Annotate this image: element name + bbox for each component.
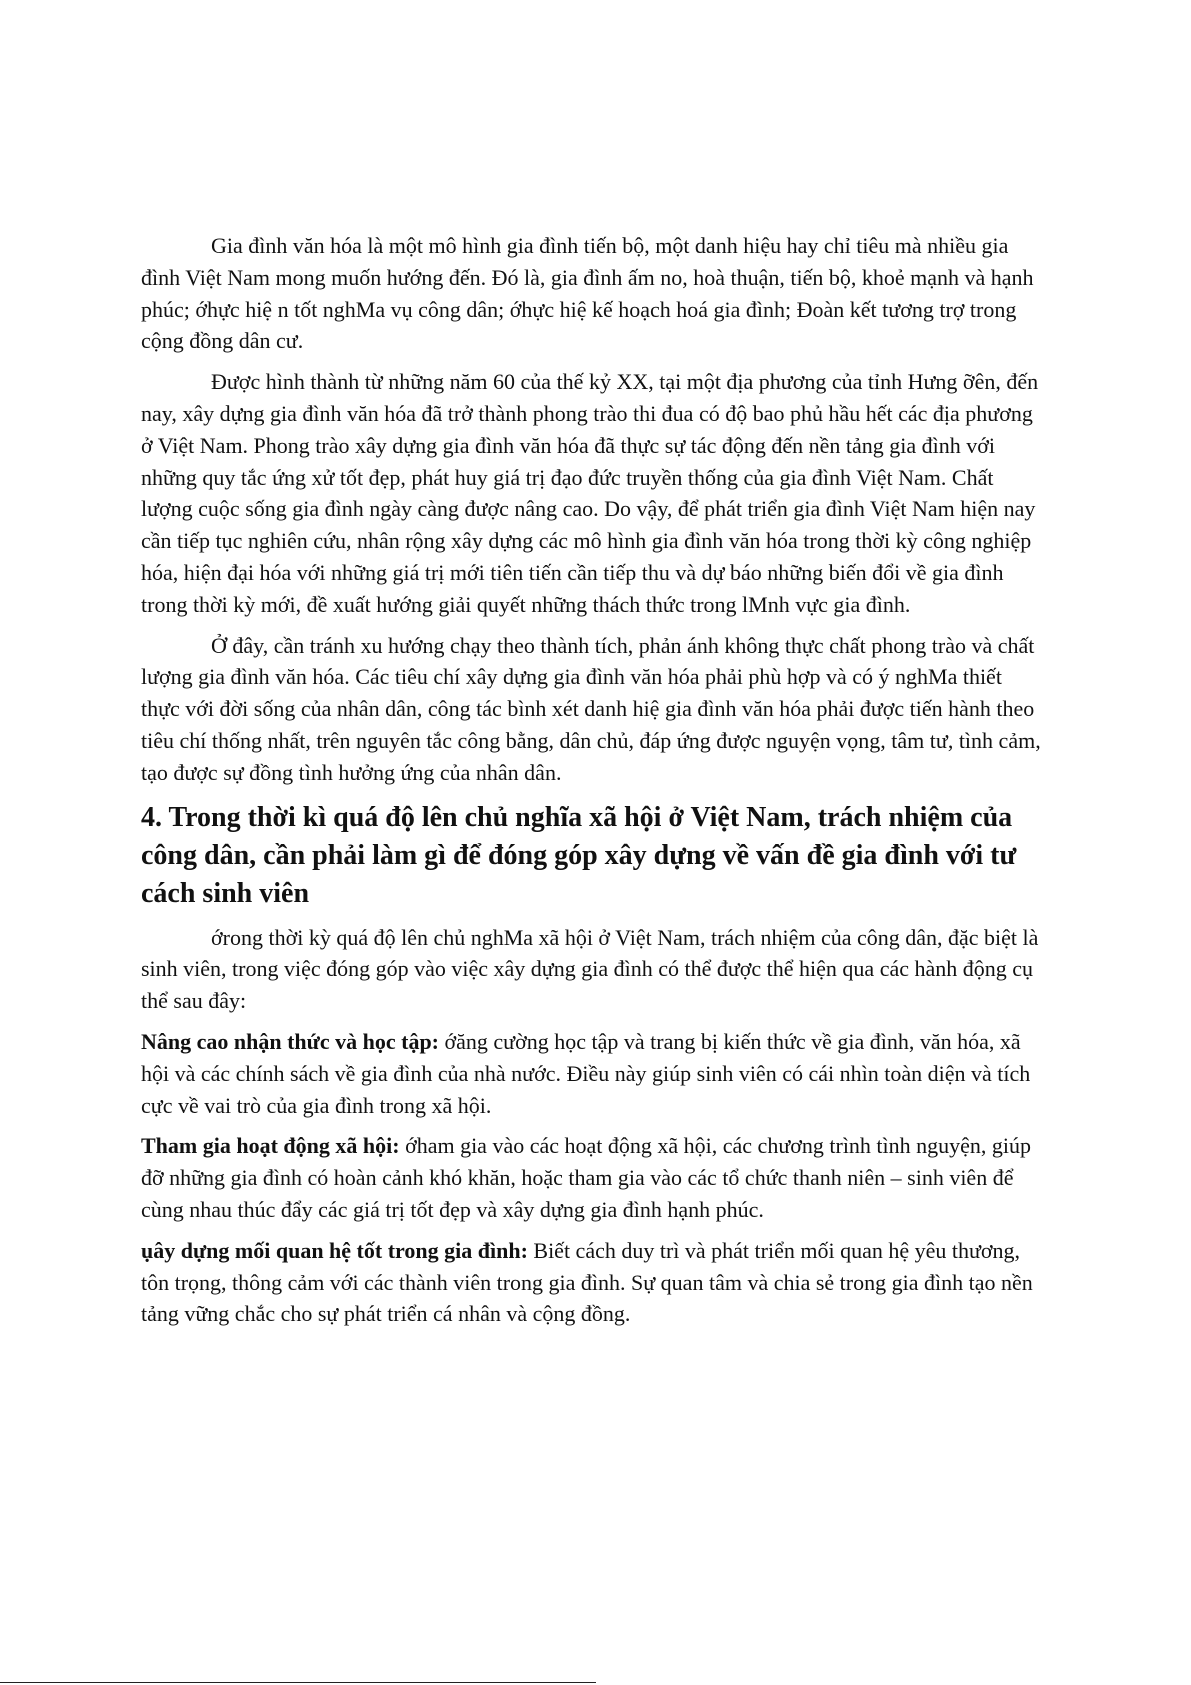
list-item-lead: Nâng cao nhận thức và học tập:	[141, 1028, 440, 1054]
section-heading-4: 4. Trong thời kì quá độ lên chủ nghĩa xã hội ở Việt Nam, trách nhiệm của công dân, cần phải làm gì để đóng góp xây dựng về vấn đề gia đình với tư cách sinh viên	[141, 801, 1017, 909]
footnote-divider	[0, 1682, 596, 1683]
list-item-lead: Tham gia hoạt động xã hội:	[141, 1133, 400, 1159]
list-item-text: Biết cách duy trì và phát triển mối quan hệ yêu thương, tôn trọng, thông cảm với các thành viên trong gia đình. Sự quan tâm và chia sẻ trong gia đình tạo nền tảng vững chắc cho sự phát triển cá nhân và cộng đồng.	[141, 1237, 1033, 1327]
paragraph-family-culture-history: Được hình thành từ những năm 60 của thế kỷ XX, tại một địa phương của tỉnh Hưng ỡên, đến nay, xây dựng gia đình văn hóa đã trở thành phong trào thi đua có độ bao phủ hầu hết các địa phương ở Việt Nam. Phong trào xây dựng gia đình văn hóa đã thực sự tác động đến nền tảng gia đình với những quy tắc ứng xử tốt đẹp, phát huy giá trị đạo đức truyền thống của gia đình Việt Nam. Chất lượng cuộc sống gia đình ngày càng được nâng cao. Do vậy, để phát triển gia đình Việt Nam hiện nay cần tiếp tục nghiên cứu, nhân rộng xây dựng các mô hình gia đình văn hóa trong thời kỳ công nghiệp hóa, hiện đại hóa với những giá trị mới tiên tiến cần tiếp thu và dự báo những biến đổi về gia đình trong thời kỳ mới, đề xuất hướng giải quyết những thách thức trong lMnh vực gia đình.	[141, 369, 1039, 617]
paragraph-family-culture-definition: Gia đình văn hóa là một mô hình gia đình tiến bộ, một danh hiệu hay chỉ tiêu mà nhiều gia đình Việt Nam mong muốn hướng đến. Đó là, gia đình ấm no, hoà thuận, tiến bộ, khoẻ mạnh và hạnh phúc; ớhực hiệ n tốt nghMa vụ công dân; ớhực hiệ kế hoạch hoá gia đình; Đoàn kết tương trợ trong cộng đồng dân cư.	[141, 233, 1034, 354]
list-item-social-activities	[141, 1130, 1046, 1225]
list-item-lead: ụây dựng mối quan hệ tốt trong gia đình:	[141, 1237, 528, 1263]
document-page	[141, 230, 1046, 1330]
list-item-awareness	[141, 1026, 1046, 1121]
list-item-text: ớham gia vào các hoạt động xã hội, các chương trình tình nguyện, giúp đỡ những gia đình có hoàn cảnh khó khăn, hoặc tham gia vào các tổ chức thanh niên – sinh viên để cùng nhau thúc đẩy các giá trị tốt đẹp và xây dựng gia đình hạnh phúc.	[141, 1133, 1032, 1222]
section-4-intro: ớrong thời kỳ quá độ lên chủ nghMa xã hội ở Việt Nam, trách nhiệm của công dân, đặc biệt là sinh viên, trong việc đóng góp vào việc xây dựng gia đình có thể được thể hiện qua các hành động cụ thể sau đây:	[141, 924, 1039, 1014]
list-item-text: ớăng cường học tập và trang bị kiến thức về gia đình, văn hóa, xã hội và các chính sách về gia đình của nhà nước. Điều này giúp sinh viên có cái nhìn toàn diện và tích cực về vai trò của gia đình trong xã hội.	[141, 1028, 1031, 1118]
list-item-family-relations	[141, 1235, 1046, 1330]
paragraph-avoid-achievement-chasing: Ở đây, cần tránh xu hướng chạy theo thành tích, phản ánh không thực chất phong trào và chất lượng gia đình văn hóa. Các tiêu chí xây dựng gia đình văn hóa phải phù hợp và có ý nghMa thiết thực với đời sống của nhân dân, công tác bình xét danh hiệ gia đình văn hóa phải được tiến hành theo tiêu chí thống nhất, trên nguyên tắc công bằng, dân chủ, đáp ứng được nguyện vọng, tâm tư, tình cảm, tạo được sự đồng tình hưởng ứng của nhân dân.	[141, 632, 1041, 785]
